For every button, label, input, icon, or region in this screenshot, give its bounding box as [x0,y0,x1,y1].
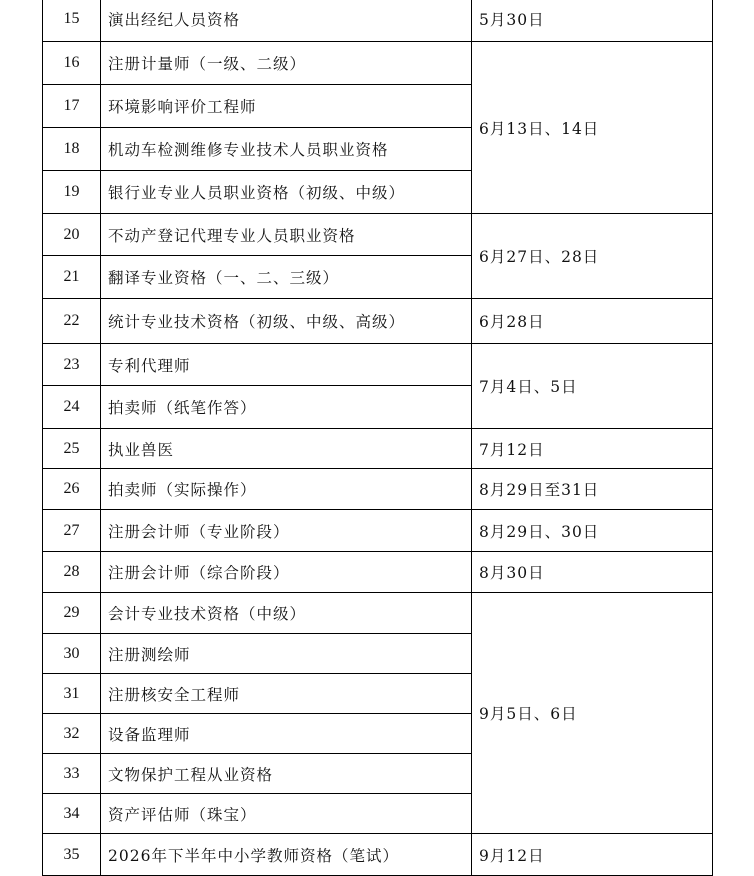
row-number: 34 [43,794,101,834]
qualification-name: 文物保护工程从业资格 [101,754,472,794]
exam-date: 8月30日 [472,552,713,593]
qualification-name: 统计专业技术资格（初级、中级、高级） [101,299,472,344]
qualification-name: 翻译专业资格（一、二、三级） [101,256,472,299]
table-row [43,593,713,634]
table-row [43,510,713,552]
qualification-name: 注册计量师（一级、二级） [101,42,472,85]
exam-date: 6月28日 [472,299,713,344]
row-number: 31 [43,674,101,714]
exam-date: 8月29日至31日 [472,469,713,510]
row-number: 35 [43,834,101,876]
qualification-name: 注册核安全工程师 [101,674,472,714]
qualification-name: 2026年下半年中小学教师资格（笔试） [101,834,472,876]
qualification-name: 会计专业技术资格（中级） [101,593,472,634]
row-number: 21 [43,256,101,299]
qualification-name: 资产评估师（珠宝） [101,794,472,834]
qualification-name: 设备监理师 [101,714,472,754]
table-row [43,299,713,344]
exam-date: 5月30日 [472,0,713,42]
exam-date: 9月12日 [472,834,713,876]
row-number: 17 [43,85,101,128]
table-row [43,469,713,510]
qualification-name: 注册会计师（综合阶段） [101,552,472,593]
row-number: 20 [43,214,101,256]
qualification-name: 专利代理师 [101,344,472,386]
row-number: 33 [43,754,101,794]
exam-date: 6月13日、14日 [472,42,713,214]
table-row [43,429,713,469]
row-number: 28 [43,552,101,593]
qualification-name: 注册会计师（专业阶段） [101,510,472,552]
exam-date: 9月5日、6日 [472,593,713,834]
row-number: 19 [43,171,101,214]
row-number: 32 [43,714,101,754]
table-row [43,552,713,593]
row-number: 15 [43,0,101,42]
exam-date: 7月12日 [472,429,713,469]
row-number: 18 [43,128,101,171]
qualification-name: 执业兽医 [101,429,472,469]
row-number: 29 [43,593,101,634]
qualification-name: 银行业专业人员职业资格（初级、中级） [101,171,472,214]
exam-date: 7月4日、5日 [472,344,713,429]
qualification-name: 注册测绘师 [101,634,472,674]
row-number: 27 [43,510,101,552]
qualification-name: 拍卖师（实际操作） [101,469,472,510]
table-row [43,0,713,42]
row-number: 30 [43,634,101,674]
exam-date: 8月29日、30日 [472,510,713,552]
qualification-name: 拍卖师（纸笔作答） [101,386,472,429]
table-row [43,834,713,876]
exam-schedule-table [42,0,713,876]
table-row [43,344,713,386]
exam-date: 6月27日、28日 [472,214,713,299]
row-number: 23 [43,344,101,386]
table-row [43,42,713,85]
qualification-name: 环境影响评价工程师 [101,85,472,128]
qualification-name: 演出经纪人员资格 [101,0,472,42]
row-number: 16 [43,42,101,85]
row-number: 24 [43,386,101,429]
qualification-name: 不动产登记代理专业人员职业资格 [101,214,472,256]
row-number: 26 [43,469,101,510]
row-number: 22 [43,299,101,344]
table-row [43,214,713,256]
row-number: 25 [43,429,101,469]
qualification-name: 机动车检测维修专业技术人员职业资格 [101,128,472,171]
